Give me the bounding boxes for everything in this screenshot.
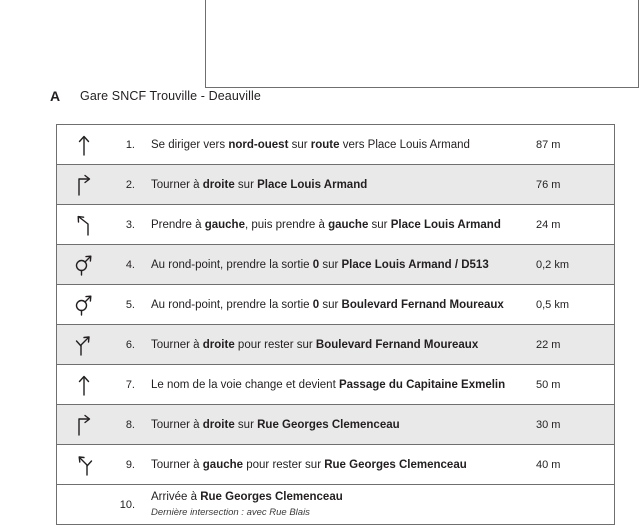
step-distance: 22 m [536,338,561,351]
step-distance [530,485,614,524]
step-distance: 87 m [536,138,561,151]
step-instruction-text: Tourner à gauche pour rester sur Rue Georges Clemenceau [151,458,467,471]
step-instruction-text: Le nom de la voie change et devient Passage du Capitaine Exmelin [151,378,506,391]
step-number: 4. [125,258,135,271]
step-number: 1. [125,138,135,151]
step-instruction [141,205,530,244]
direction-step-row[interactable] [57,205,614,245]
step-instruction [141,405,530,444]
directions-table [56,124,615,525]
arrow-straight-icon [57,365,111,404]
step-instruction-text: Se diriger vers nord-ouest sur route vers Place Louis Armand [151,138,470,151]
step-instruction [141,325,530,364]
section-header [0,88,639,114]
step-distance: 0,2 km [536,258,570,271]
step-distance: 50 m [536,378,561,391]
direction-step-row[interactable] [57,445,614,485]
roundabout-icon [57,245,111,284]
step-number: 10. [119,498,135,511]
turn-right-icon [57,165,111,204]
step-instruction-text: Prendre à gauche, puis prendre à gauche sur Place Louis Armand [151,218,501,231]
step-instruction [141,165,530,204]
direction-step-row[interactable] [57,485,614,525]
step-instruction [141,365,530,404]
step-number: 8. [125,418,135,431]
direction-step-row[interactable] [57,325,614,365]
step-number: 5. [125,298,135,311]
fork-left-icon [57,445,111,484]
step-instruction-note: Dernière intersection : avec Rue Blais [151,506,310,518]
direction-step-row[interactable] [57,165,614,205]
step-instruction [141,285,530,324]
turn-slight-left-icon [57,205,111,244]
step-number: 7. [125,378,135,391]
section-title: Gare SNCF Trouville - Deauville [80,89,261,103]
step-number: 6. [125,338,135,351]
arrow-straight-icon [57,125,111,164]
step-instruction-text: Au rond-point, prendre la sortie 0 sur Place Louis Armand / D513 [151,258,489,271]
direction-step-row[interactable] [57,125,614,165]
step-instruction-text: Tourner à droite sur Place Louis Armand [151,178,368,191]
step-instruction-text: Tourner à droite sur Rue Georges Clemenceau [151,418,400,431]
fork-right-icon [57,325,111,364]
step-distance: 0,5 km [536,298,570,311]
direction-step-row[interactable] [57,365,614,405]
step-instruction [141,245,530,284]
step-distance: 40 m [536,458,561,471]
roundabout-icon [57,285,111,324]
step-instruction-text: Arrivée à Rue Georges Clemenceau [151,490,343,503]
step-distance: 76 m [536,178,561,191]
section-letter: A [50,88,61,104]
step-number: 2. [125,178,135,191]
direction-step-row[interactable] [57,405,614,445]
step-instruction-text: Tourner à droite pour rester sur Boulevard Fernand Moureaux [151,338,479,351]
step-distance: 24 m [536,218,561,231]
direction-step-row[interactable] [57,285,614,325]
step-number: 9. [125,458,135,471]
step-instruction [141,125,530,164]
step-instruction [141,445,530,484]
step-instruction-text: Au rond-point, prendre la sortie 0 sur Boulevard Fernand Moureaux [151,298,504,311]
turn-right-icon [57,405,111,444]
step-instruction [141,485,530,524]
step-distance: 30 m [536,418,561,431]
direction-step-row[interactable] [57,245,614,285]
no-icon [57,485,111,524]
map-preview [205,0,639,88]
step-number: 3. [125,218,135,231]
